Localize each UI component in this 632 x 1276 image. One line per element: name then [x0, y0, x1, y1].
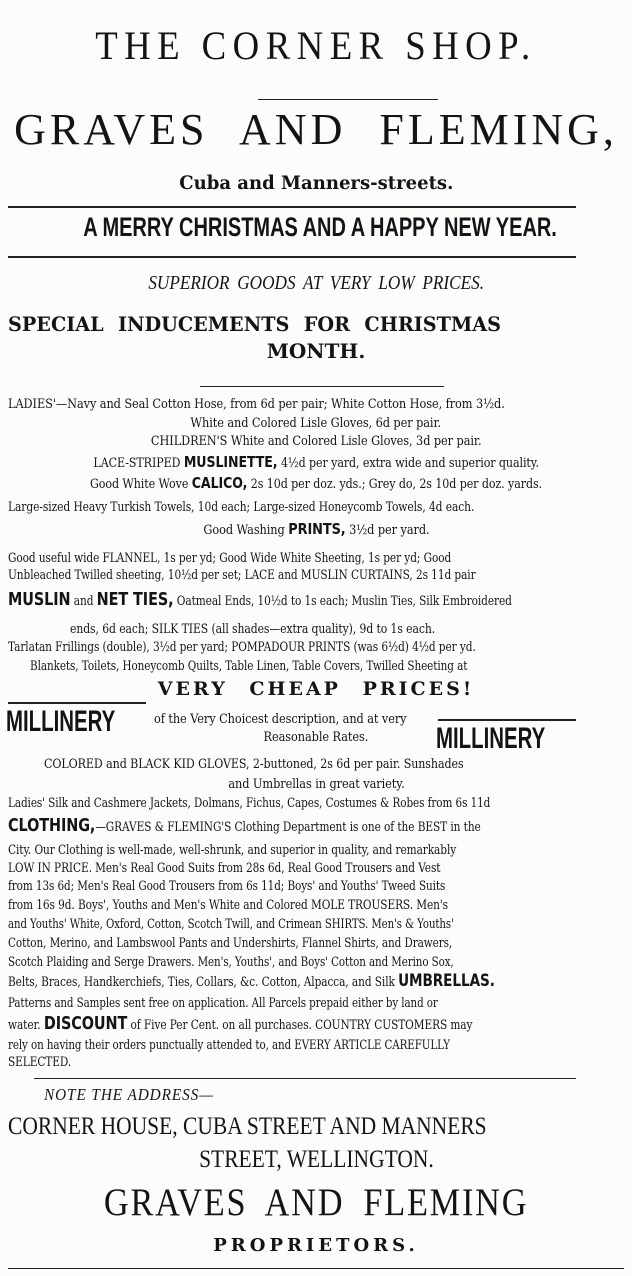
goods-line-6: Large-sized Heavy Turkish Towels, 10d each; Large-sized Honeycomb Towels, 4d each. [8, 500, 475, 515]
clothing-line-12: rely on having their orders punctually attended to, and EVERY ARTICLE CAREFULLY [8, 1038, 450, 1053]
goods-line-1: LADIES'—Navy and Seal Cotton Hose, from 6d per pair; White Cotton Hose, from 3½d. [8, 397, 505, 412]
very-cheap-prices: VERY CHEAP PRICES! [157, 678, 475, 700]
greeting-bottom-rule [8, 256, 576, 258]
header-rule [258, 99, 438, 100]
millinery-left-top-rule [8, 702, 146, 704]
footer-firm-name: GRAVES AND FLEMING [103, 1181, 529, 1224]
clothing-line-3: LOW IN PRICE. Men's Real Good Suits from 28s 6d, Real Good Trousers and Vest [8, 861, 441, 876]
clothing-line-4: from 13s 6d; Men's Real Good Trousers from 6s 11d; Boys' and Youths' Tweed Suits [8, 879, 446, 894]
clothing-line-11: water. DISCOUNT of Five Per Cent. on all purchases. COUNTRY CUSTOMERS may [8, 1013, 473, 1034]
kid-gloves-line-1: COLORED and BLACK KID GLOVES, 2-buttoned, 2s 6d per pair. Sunshades [44, 757, 464, 772]
shop-title: THE CORNER SHOP. [95, 23, 537, 68]
clothing-line-8: Scotch Plaiding and Serge Drawers. Men's, Youths', and Boys' Cotton and Merino Sox, [8, 955, 454, 970]
goods-line-13: Blankets, Toilets, Honeycomb Quilts, Table Linen, Table Covers, Twilled Sheeting at [30, 659, 468, 674]
clothing-line-5: from 16s 9d. Boys', Youths and Men's White and Colored MOLE TROUSERS. Men's [8, 898, 449, 913]
millinery-desc-1: of the Very Choicest description, and at very [154, 712, 407, 727]
goods-line-8: Good useful wide FLANNEL, 1s per yd; Good Wide White Sheeting, 1s per yd; Good [8, 551, 452, 566]
goods-line-10: MUSLIN and NET TIES, Oatmeal Ends, 10½d to 1s each; Muslin Ties, Silk Embroidered [8, 589, 512, 610]
goods-line-5: Good White Wove CALICO, 2s 10d per doz. yds.; Grey do, 2s 10d per doz. yards. [90, 474, 542, 492]
jackets-line: Ladies' Silk and Cashmere Jackets, Dolmans, Fichus, Capes, Costumes & Robes from 6s 11d [8, 796, 491, 811]
net-ties-label: NET TIES, [96, 589, 174, 610]
clothing-line-13: SELECTED. [8, 1055, 72, 1070]
millinery-heading-left: MILLINERY [6, 705, 116, 738]
tagline: SUPERIOR GOODS AT VERY LOW PRICES. [148, 272, 484, 294]
address-line-2: STREET, WELLINGTON. [198, 1146, 434, 1173]
millinery-right-top-rule [438, 719, 576, 721]
muslin-label: MUSLIN [8, 589, 71, 610]
goods-line-9: Unbleached Twilled sheeting, 10½d per set; LACE and MUSLIN CURTAINS, 2s 11d pair [8, 568, 476, 583]
clothing-line-10: Patterns and Samples sent free on application. All Parcels prepaid either by land or [8, 996, 438, 1011]
shop-location: Cuba and Manners-streets. [178, 172, 454, 194]
special-month: MONTH. [266, 339, 366, 363]
umbrellas-label: UMBRELLAS. [398, 971, 495, 991]
discount-label: DISCOUNT [43, 1013, 128, 1034]
goods-line-7: Good Washing PRINTS, 3½d per yard. [202, 520, 430, 538]
goods-line-3: CHILDREN'S White and Colored Lisle Gloves, 3d per pair. [150, 434, 482, 449]
special-inducements: SPECIAL INDUCEMENTS FOR CHRISTMAS [8, 312, 501, 336]
prints-label: PRINTS, [287, 520, 346, 538]
footer-top-rule [34, 1078, 576, 1079]
goods-line-2: White and Colored Lisle Gloves, 6d per pair. [190, 416, 442, 431]
kid-gloves-line-2: and Umbrellas in great variety. [227, 777, 405, 792]
goods-line-11: ends, 6d each; SILK TIES (all shades—extra quality), 9d to 1s each. [70, 622, 436, 637]
clothing-line-7: Cotton, Merino, and Lambswool Pants and Undershirts, Flannel Shirts, and Drawers, [8, 936, 453, 951]
clothing-line-2: City. Our Clothing is well-made, well-shrunk, and superior in quality, and remarkably [8, 843, 457, 858]
greeting-top-rule [8, 206, 576, 208]
section-rule-1 [200, 386, 444, 387]
clothing-line-1: CLOTHING,—GRAVES & FLEMING'S Clothing Department is one of the BEST in the [8, 815, 481, 836]
christmas-greeting: A MERRY CHRISTMAS AND A HAPPY NEW YEAR. [83, 212, 557, 242]
clothing-label: CLOTHING, [8, 815, 96, 836]
clothing-line-6: and Youths' White, Oxford, Cotton, Scotch Twill, and Crimean SHIRTS. Men's & Youths' [8, 917, 454, 932]
millinery-heading-right: MILLINERY [436, 722, 546, 755]
proprietors: PROPRIETORS. [213, 1235, 419, 1256]
note-address: NOTE THE ADDRESS— [44, 1085, 214, 1104]
goods-line-4: LACE-STRIPED MUSLINETTE, 4½d per yard, extra wide and superior quality. [93, 453, 539, 471]
calico-label: CALICO, [191, 474, 248, 492]
footer-bottom-rule [8, 1268, 624, 1269]
clothing-line-9: Belts, Braces, Handkerchiefs, Ties, Collars, &c. Cotton, Alpacca, and Silk UMBRELLAS. [8, 971, 495, 991]
address-line-1: CORNER HOUSE, CUBA STREET AND MANNERS [8, 1113, 487, 1140]
millinery-desc-2: Reasonable Rates. [263, 730, 369, 745]
firm-name: GRAVES AND FLEMING, [14, 105, 618, 154]
goods-line-12: Tarlatan Frillings (double), 3½d per yard; POMPADOUR PRINTS (was 6½d) 4½d per yd. [8, 640, 476, 655]
muslinette-label: MUSLINETTE, [183, 453, 278, 471]
